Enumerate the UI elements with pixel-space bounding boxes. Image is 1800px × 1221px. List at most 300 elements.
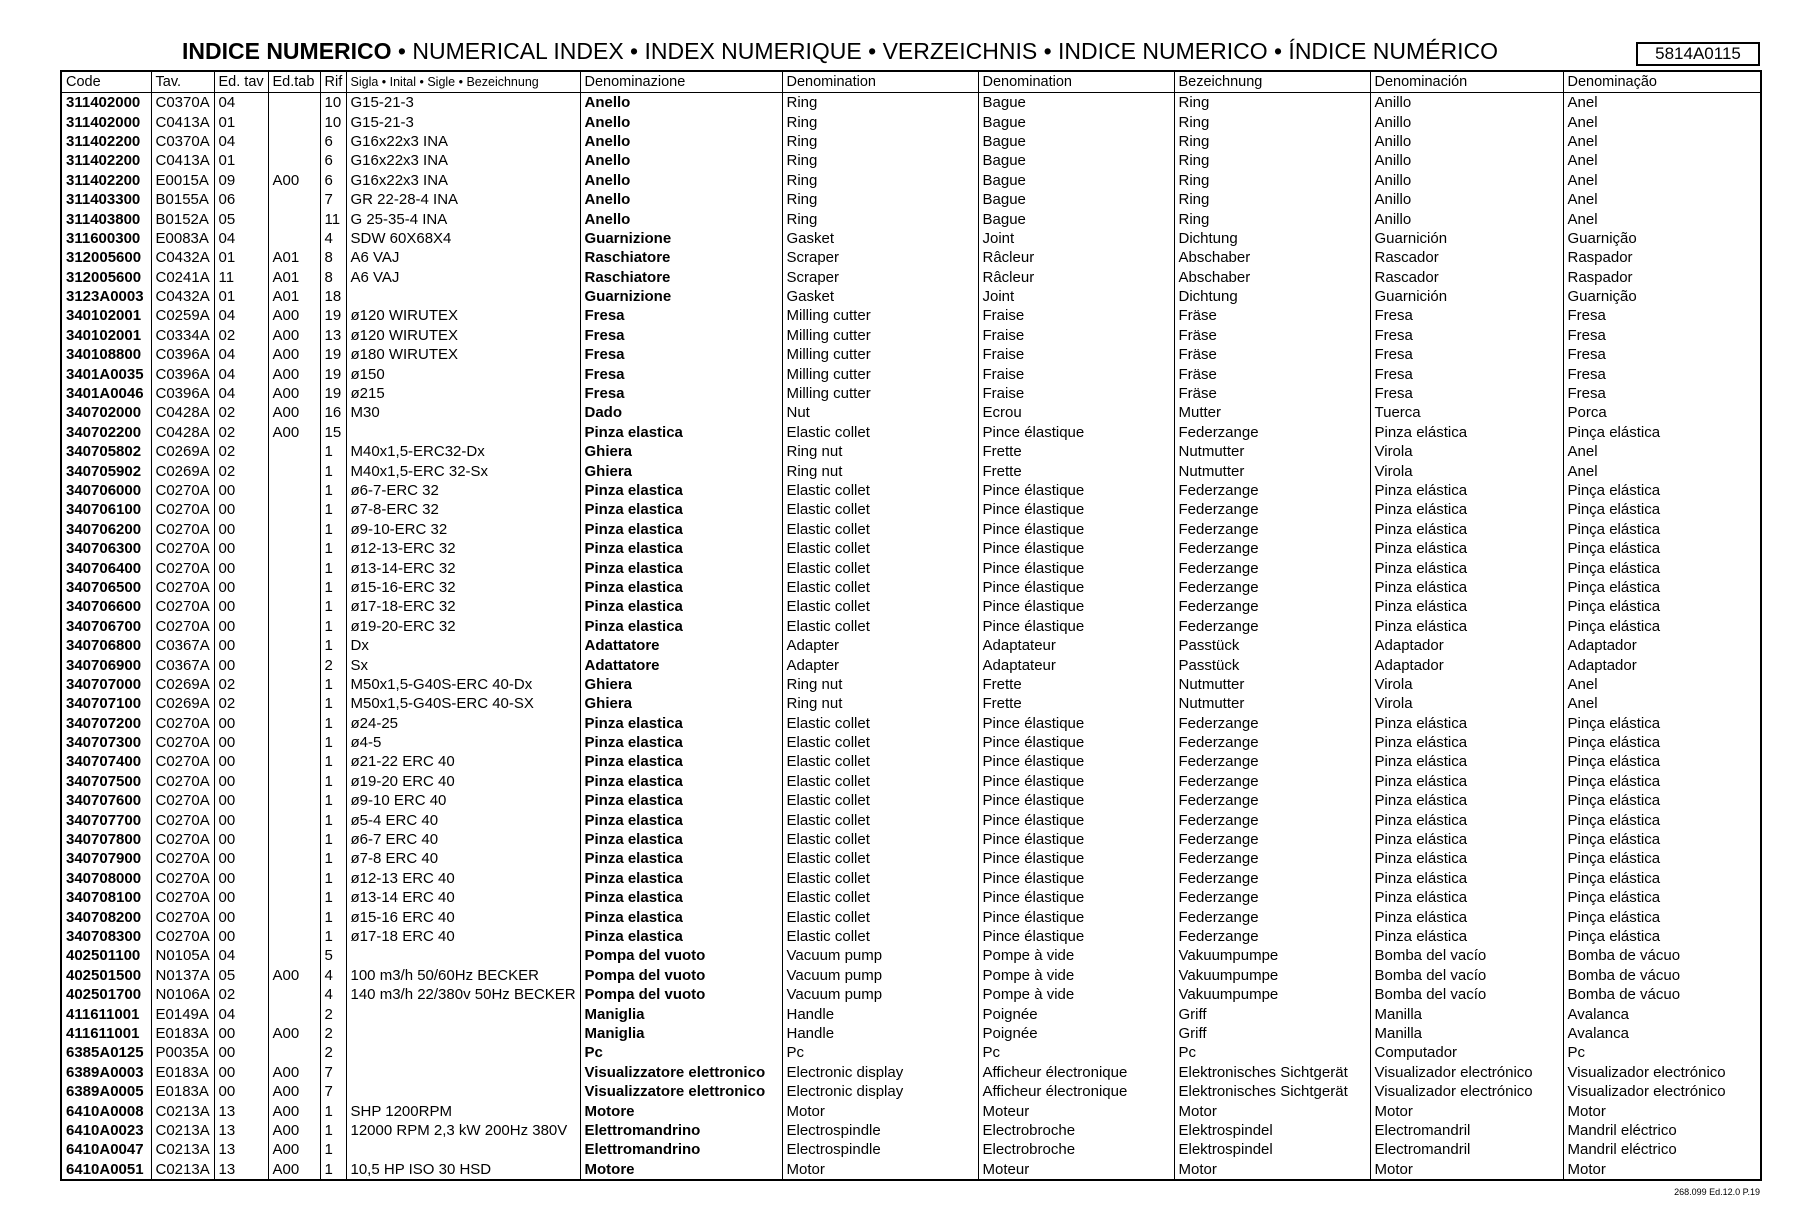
table-cell: ø120 WIRUTEX <box>346 326 580 345</box>
table-cell: Pinça elástica <box>1563 810 1761 829</box>
table-row <box>61 326 1761 345</box>
table-cell: C0213A <box>151 1159 214 1179</box>
table-cell: Pince élastique <box>978 733 1174 752</box>
table-cell: Bague <box>978 93 1174 113</box>
table-cell: Guarnizione <box>580 229 782 248</box>
table-cell: A6 VAJ <box>346 248 580 267</box>
table-cell: Bague <box>978 132 1174 151</box>
table-cell: Pinza elástica <box>1370 849 1563 868</box>
table-cell: Ring nut <box>782 442 978 461</box>
table-cell <box>268 752 320 771</box>
table-cell: Elastic collet <box>782 500 978 519</box>
table-cell: 340708200 <box>61 907 151 926</box>
table-cell: 340706000 <box>61 481 151 500</box>
table-cell: Elastic collet <box>782 578 978 597</box>
table-cell: Pinça elástica <box>1563 714 1761 733</box>
table-cell <box>346 287 580 306</box>
table-cell: Pinza elástica <box>1370 597 1563 616</box>
table-cell: Vacuum pump <box>782 966 978 985</box>
table-cell: 311402200 <box>61 151 151 170</box>
table-cell: C0270A <box>151 752 214 771</box>
table-cell: Ring nut <box>782 694 978 713</box>
table-cell: 1 <box>320 520 346 539</box>
table-cell: 340706800 <box>61 636 151 655</box>
table-cell <box>268 481 320 500</box>
table-cell: Milling cutter <box>782 326 978 345</box>
table-cell: Virola <box>1370 461 1563 480</box>
table-row <box>61 132 1761 151</box>
table-cell: C0396A <box>151 345 214 364</box>
table-cell: Pinza elástica <box>1370 907 1563 926</box>
table-cell <box>268 733 320 752</box>
table-cell: 5 <box>320 946 346 965</box>
table-cell: Adaptateur <box>978 636 1174 655</box>
table-cell: Adapter <box>782 636 978 655</box>
table-cell: Pompa del vuoto <box>580 946 782 965</box>
table-cell <box>268 772 320 791</box>
table-cell: Ring <box>1174 209 1370 228</box>
table-cell: Bague <box>978 151 1174 170</box>
table-cell: Râcleur <box>978 268 1174 287</box>
table-cell: 13 <box>214 1101 268 1120</box>
table-cell: 8 <box>320 248 346 267</box>
table-cell: N0105A <box>151 946 214 965</box>
table-cell: Federzange <box>1174 539 1370 558</box>
table-cell: Fresa <box>580 326 782 345</box>
table-cell: A00 <box>268 1024 320 1043</box>
table-cell: Afficheur électronique <box>978 1082 1174 1101</box>
table-cell: 05 <box>214 209 268 228</box>
table-cell <box>268 617 320 636</box>
table-cell: Raschiatore <box>580 268 782 287</box>
table-row <box>61 791 1761 810</box>
table-cell: A00 <box>268 384 320 403</box>
table-cell: Passtück <box>1174 655 1370 674</box>
table-row <box>61 578 1761 597</box>
table-cell: Anillo <box>1370 190 1563 209</box>
table-cell <box>346 1043 580 1062</box>
table-cell: 10 <box>320 93 346 113</box>
table-cell: Pinza elastica <box>580 830 782 849</box>
table-cell: 06 <box>214 190 268 209</box>
table-cell: 19 <box>320 384 346 403</box>
table-cell: 402501500 <box>61 966 151 985</box>
table-cell: 2 <box>320 655 346 674</box>
table-row <box>61 1159 1761 1179</box>
table-cell: Fresa <box>580 345 782 364</box>
table-cell <box>268 694 320 713</box>
table-cell: 1 <box>320 907 346 926</box>
table-cell: 04 <box>214 946 268 965</box>
table-cell: 4 <box>320 229 346 248</box>
table-cell <box>268 151 320 170</box>
table-cell: Guarnición <box>1370 287 1563 306</box>
table-cell <box>346 423 580 442</box>
table-cell: Pince élastique <box>978 500 1174 519</box>
table-cell: E0183A <box>151 1063 214 1082</box>
table-cell: M40x1,5-ERC32-Dx <box>346 442 580 461</box>
table-cell <box>346 1082 580 1101</box>
table-cell: Elastic collet <box>782 869 978 888</box>
table-cell: 340707700 <box>61 810 151 829</box>
column-header: Denominação <box>1563 71 1761 93</box>
table-cell: Anillo <box>1370 171 1563 190</box>
table-cell: Anel <box>1563 190 1761 209</box>
table-cell: Electrospindle <box>782 1140 978 1159</box>
table-cell: Pc <box>1563 1043 1761 1062</box>
table-cell: Motor <box>1370 1159 1563 1179</box>
table-cell: 340706500 <box>61 578 151 597</box>
table-cell: 1 <box>320 539 346 558</box>
table-cell: Pinça elástica <box>1563 791 1761 810</box>
table-cell: Fresa <box>1563 345 1761 364</box>
table-cell: Pinza elástica <box>1370 830 1563 849</box>
table-cell: 1 <box>320 694 346 713</box>
table-cell: Pince élastique <box>978 907 1174 926</box>
table-cell: ø15-16 ERC 40 <box>346 907 580 926</box>
table-row <box>61 946 1761 965</box>
table-cell: Pince élastique <box>978 830 1174 849</box>
table-cell: Elastic collet <box>782 539 978 558</box>
table-cell: 00 <box>214 907 268 926</box>
table-cell: 1 <box>320 888 346 907</box>
table-cell: ø180 WIRUTEX <box>346 345 580 364</box>
table-cell: 340707300 <box>61 733 151 752</box>
table-cell: Visualizzatore elettronico <box>580 1082 782 1101</box>
table-cell: N0106A <box>151 985 214 1004</box>
table-cell: 340102001 <box>61 306 151 325</box>
table-cell: ø215 <box>346 384 580 403</box>
table-row <box>61 461 1761 480</box>
table-cell: Federzange <box>1174 907 1370 926</box>
table-cell: 01 <box>214 112 268 131</box>
table-cell <box>268 830 320 849</box>
table-cell: Pompe à vide <box>978 966 1174 985</box>
table-cell: C0396A <box>151 364 214 383</box>
table-cell: Pince élastique <box>978 772 1174 791</box>
table-cell: 1 <box>320 442 346 461</box>
table-cell: Ring <box>782 93 978 113</box>
table-cell: Elastic collet <box>782 481 978 500</box>
table-cell: Joint <box>978 229 1174 248</box>
table-cell: C0270A <box>151 869 214 888</box>
table-cell: Griff <box>1174 1004 1370 1023</box>
table-cell: ø7-8-ERC 32 <box>346 500 580 519</box>
table-cell: 340707800 <box>61 830 151 849</box>
table-cell: 340705902 <box>61 461 151 480</box>
table-cell: Federzange <box>1174 520 1370 539</box>
table-cell: Ring <box>1174 132 1370 151</box>
table-cell: 02 <box>214 403 268 422</box>
table-cell: 7 <box>320 190 346 209</box>
table-cell: Pinza elástica <box>1370 810 1563 829</box>
table-cell: 00 <box>214 1082 268 1101</box>
table-cell: Elastic collet <box>782 888 978 907</box>
table-cell: C0396A <box>151 384 214 403</box>
table-cell: Scraper <box>782 248 978 267</box>
table-cell: C0367A <box>151 636 214 655</box>
table-cell: Electromandril <box>1370 1121 1563 1140</box>
table-cell: Elastic collet <box>782 520 978 539</box>
table-cell: 19 <box>320 306 346 325</box>
table-cell: C0259A <box>151 306 214 325</box>
table-cell: C0213A <box>151 1140 214 1159</box>
table-cell: Pinza elastica <box>580 617 782 636</box>
table-cell: Milling cutter <box>782 384 978 403</box>
table-cell: Pinza elástica <box>1370 888 1563 907</box>
table-cell: Fräse <box>1174 345 1370 364</box>
table-cell: Ghiera <box>580 694 782 713</box>
table-cell: Elektronisches Sichtgerät <box>1174 1063 1370 1082</box>
table-cell: Rascador <box>1370 248 1563 267</box>
table-cell: 340706600 <box>61 597 151 616</box>
table-cell: 411611001 <box>61 1024 151 1043</box>
table-cell: Rascador <box>1370 268 1563 287</box>
table-cell: 04 <box>214 93 268 113</box>
table-cell: 00 <box>214 772 268 791</box>
table-cell: Pinza elastica <box>580 810 782 829</box>
table-cell: Handle <box>782 1004 978 1023</box>
table-cell: 6 <box>320 171 346 190</box>
table-row <box>61 1063 1761 1082</box>
table-cell: ø13-14 ERC 40 <box>346 888 580 907</box>
table-cell: Anel <box>1563 132 1761 151</box>
table-row <box>61 539 1761 558</box>
table-cell: 09 <box>214 171 268 190</box>
table-cell: C0241A <box>151 268 214 287</box>
table-cell: Abschaber <box>1174 268 1370 287</box>
table-cell: 04 <box>214 364 268 383</box>
table-cell: Ring <box>1174 151 1370 170</box>
table-cell: Manilla <box>1370 1004 1563 1023</box>
table-cell: Afficheur électronique <box>978 1063 1174 1082</box>
table-cell: Pince élastique <box>978 617 1174 636</box>
table-cell: Federzange <box>1174 752 1370 771</box>
table-cell: Ring <box>782 190 978 209</box>
table-cell: C0270A <box>151 830 214 849</box>
table-cell: Pinça elástica <box>1563 423 1761 442</box>
table-cell: G16x22x3 INA <box>346 171 580 190</box>
table-cell: 00 <box>214 830 268 849</box>
table-cell <box>268 1004 320 1023</box>
table-cell: 340708300 <box>61 927 151 946</box>
table-cell: Pince élastique <box>978 423 1174 442</box>
table-cell: Pc <box>1174 1043 1370 1062</box>
table-cell: Sx <box>346 655 580 674</box>
table-cell: 04 <box>214 384 268 403</box>
table-cell: Federzange <box>1174 481 1370 500</box>
table-cell: Moteur <box>978 1159 1174 1179</box>
table-row <box>61 364 1761 383</box>
table-cell: 1 <box>320 810 346 829</box>
table-cell: Elastic collet <box>782 733 978 752</box>
table-cell: 1 <box>320 733 346 752</box>
table-cell: ø120 WIRUTEX <box>346 306 580 325</box>
column-header: Denomination <box>782 71 978 93</box>
table-cell: 1 <box>320 1159 346 1179</box>
table-cell: Elastic collet <box>782 617 978 636</box>
table-cell: Maniglia <box>580 1024 782 1043</box>
column-header: Denominazione <box>580 71 782 93</box>
table-cell <box>268 442 320 461</box>
table-cell: 00 <box>214 520 268 539</box>
table-row <box>61 151 1761 170</box>
table-cell: Elastic collet <box>782 810 978 829</box>
table-cell: C0269A <box>151 461 214 480</box>
table-cell: Fresa <box>1370 364 1563 383</box>
table-cell: Fresa <box>1370 306 1563 325</box>
table-cell: Pinça elástica <box>1563 733 1761 752</box>
table-row <box>61 810 1761 829</box>
table-cell: C0270A <box>151 772 214 791</box>
table-cell: Elastic collet <box>782 772 978 791</box>
table-cell: 340702000 <box>61 403 151 422</box>
table-cell: Bague <box>978 209 1174 228</box>
table-cell <box>268 520 320 539</box>
table-cell: A01 <box>268 287 320 306</box>
table-cell: Electronic display <box>782 1082 978 1101</box>
table-cell: A00 <box>268 423 320 442</box>
table-cell <box>346 946 580 965</box>
table-cell: Bague <box>978 190 1174 209</box>
table-cell: A6 VAJ <box>346 268 580 287</box>
table-cell: 1 <box>320 597 346 616</box>
table-cell: Motor <box>1174 1101 1370 1120</box>
table-cell: Nutmutter <box>1174 461 1370 480</box>
table-cell: Fresa <box>1563 326 1761 345</box>
table-cell: C0270A <box>151 578 214 597</box>
table-cell: 311402000 <box>61 112 151 131</box>
table-cell <box>268 869 320 888</box>
table-cell: 340706200 <box>61 520 151 539</box>
table-cell <box>268 985 320 1004</box>
table-cell: Pinza elastica <box>580 927 782 946</box>
table-row <box>61 1101 1761 1120</box>
table-cell: Ghiera <box>580 675 782 694</box>
table-cell: 340706400 <box>61 558 151 577</box>
table-cell: 402501700 <box>61 985 151 1004</box>
table-cell: Pinça elástica <box>1563 481 1761 500</box>
table-cell: Fresa <box>580 384 782 403</box>
table-cell: 340108800 <box>61 345 151 364</box>
table-cell: Moteur <box>978 1101 1174 1120</box>
table-cell: 140 m3/h 22/380v 50Hz BECKER <box>346 985 580 1004</box>
table-cell: 311403300 <box>61 190 151 209</box>
table-cell: Avalanca <box>1563 1004 1761 1023</box>
table-cell: Mandril eléctrico <box>1563 1121 1761 1140</box>
table-cell: Anel <box>1563 442 1761 461</box>
table-cell: Pinça elástica <box>1563 888 1761 907</box>
table-cell: Federzange <box>1174 617 1370 636</box>
table-cell: Nut <box>782 403 978 422</box>
table-cell: Porca <box>1563 403 1761 422</box>
table-cell: 02 <box>214 442 268 461</box>
table-cell: 1 <box>320 461 346 480</box>
table-row <box>61 675 1761 694</box>
table-cell: Ecrou <box>978 403 1174 422</box>
table-cell: 00 <box>214 888 268 907</box>
column-header: Ed. tav <box>214 71 268 93</box>
table-cell: Raschiatore <box>580 248 782 267</box>
table-cell: C0270A <box>151 927 214 946</box>
table-cell: 340708100 <box>61 888 151 907</box>
column-header: Code <box>61 71 151 93</box>
table-cell: A00 <box>268 1140 320 1159</box>
table-cell: Federzange <box>1174 927 1370 946</box>
column-header: Denomination <box>978 71 1174 93</box>
table-row <box>61 830 1761 849</box>
table-cell: 13 <box>214 1121 268 1140</box>
table-cell: G15-21-3 <box>346 112 580 131</box>
table-cell: Federzange <box>1174 830 1370 849</box>
table-cell: 00 <box>214 1024 268 1043</box>
table-row <box>61 907 1761 926</box>
table-cell: Pince élastique <box>978 520 1174 539</box>
table-cell: Ring <box>1174 93 1370 113</box>
table-row <box>61 442 1761 461</box>
table-cell: Pinza elástica <box>1370 714 1563 733</box>
table-cell: Electronic display <box>782 1063 978 1082</box>
table-cell: Motore <box>580 1159 782 1179</box>
table-cell: 4 <box>320 966 346 985</box>
table-cell: Guarnición <box>1370 229 1563 248</box>
table-cell: Federzange <box>1174 772 1370 791</box>
table-cell: Bomba de vácuo <box>1563 966 1761 985</box>
table-cell: Anel <box>1563 461 1761 480</box>
table-cell: ø150 <box>346 364 580 383</box>
table-cell: ø12-13-ERC 32 <box>346 539 580 558</box>
table-cell: 3401A0035 <box>61 364 151 383</box>
table-cell: C0270A <box>151 714 214 733</box>
table-cell: Pinza elastica <box>580 752 782 771</box>
table-cell: Bomba del vacío <box>1370 985 1563 1004</box>
column-header: Bezeichnung <box>1174 71 1370 93</box>
table-cell: Virola <box>1370 442 1563 461</box>
table-cell: 311402200 <box>61 171 151 190</box>
table-cell: Motore <box>580 1101 782 1120</box>
table-cell: A00 <box>268 403 320 422</box>
table-cell: ø13-14-ERC 32 <box>346 558 580 577</box>
table-cell: ø9-10 ERC 40 <box>346 791 580 810</box>
table-cell <box>268 655 320 674</box>
table-cell: Elastic collet <box>782 423 978 442</box>
table-cell: Fresa <box>580 306 782 325</box>
table-cell: 402501100 <box>61 946 151 965</box>
table-cell: 1 <box>320 791 346 810</box>
table-cell: Federzange <box>1174 888 1370 907</box>
table-cell: ø19-20 ERC 40 <box>346 772 580 791</box>
table-cell: Frette <box>978 694 1174 713</box>
table-cell: Elastic collet <box>782 927 978 946</box>
table-row <box>61 655 1761 674</box>
table-cell: 8 <box>320 268 346 287</box>
table-cell: 00 <box>214 481 268 500</box>
table-cell: Pinça elástica <box>1563 869 1761 888</box>
table-row <box>61 229 1761 248</box>
table-row <box>61 636 1761 655</box>
table-cell: A00 <box>268 326 320 345</box>
table-cell: Motor <box>1563 1101 1761 1120</box>
table-cell: Pinza elástica <box>1370 481 1563 500</box>
table-cell: Handle <box>782 1024 978 1043</box>
table-cell: 19 <box>320 345 346 364</box>
table-cell: 04 <box>214 306 268 325</box>
table-cell: Fresa <box>1563 384 1761 403</box>
table-cell: Avalanca <box>1563 1024 1761 1043</box>
table-cell: A00 <box>268 364 320 383</box>
table-cell: Fraise <box>978 384 1174 403</box>
table-row <box>61 403 1761 422</box>
